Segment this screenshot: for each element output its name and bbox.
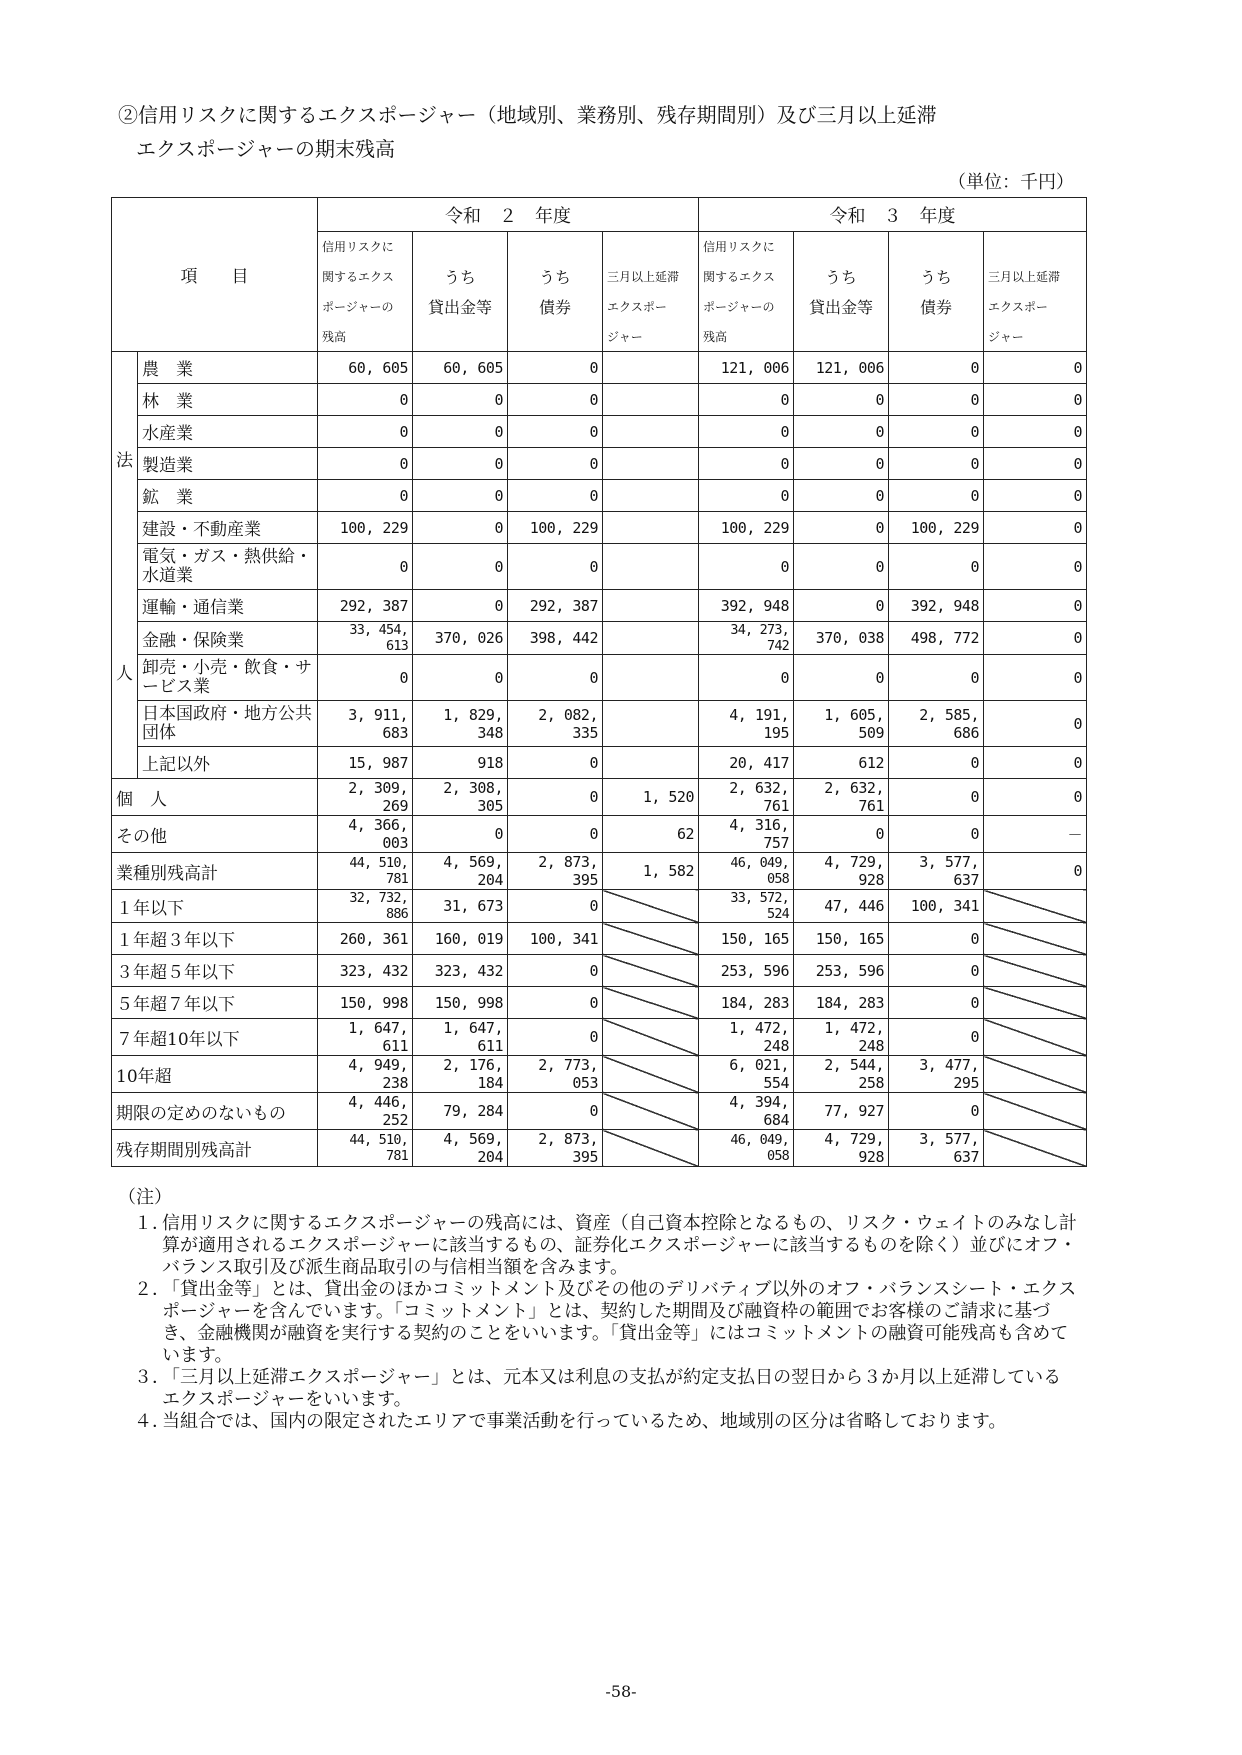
- value-cell: 33, 572, 524: [699, 890, 794, 923]
- industry-row: [112, 747, 1087, 779]
- value-cell: －: [984, 816, 1087, 853]
- header-cell: エクスポー: [603, 292, 699, 322]
- industry-row: [112, 655, 1087, 701]
- value-cell: 150, 165: [699, 923, 794, 955]
- value-cell: 34, 273, 742: [699, 622, 794, 655]
- value-cell: 2, 632, 761: [699, 779, 794, 816]
- header-cell: ポージャーの: [699, 292, 794, 322]
- row-label: 卸売・小売・飲食・サービス業: [138, 655, 318, 701]
- row-label: ５年超７年以下: [112, 987, 318, 1019]
- value-cell: 1, 647, 611: [413, 1019, 508, 1056]
- value-cell: 0: [984, 544, 1087, 590]
- period-row: [112, 1019, 1087, 1056]
- value-cell: 4, 446, 252: [318, 1093, 413, 1130]
- value-cell: 4, 569, 204: [413, 1130, 508, 1167]
- value-cell: 46, 049, 058: [699, 853, 794, 890]
- header-cell: [508, 322, 603, 352]
- value-cell: 0: [794, 448, 889, 480]
- period-row: [112, 955, 1087, 987]
- value-cell: 2, 308, 305: [413, 779, 508, 816]
- period-row: [112, 1093, 1087, 1130]
- note-number: １．: [134, 1213, 170, 1234]
- year-header-r3: 令和 ３ 年度: [699, 198, 1087, 232]
- period-row: [112, 1056, 1087, 1093]
- not-applicable-cell: [603, 1056, 699, 1093]
- value-cell: 121, 006: [699, 352, 794, 384]
- value-cell: 398, 442: [508, 622, 603, 655]
- value-cell: 0: [984, 352, 1087, 384]
- header-cell: 債券: [508, 292, 603, 322]
- value-cell: 0: [984, 701, 1087, 747]
- row-label: 農 業: [138, 352, 318, 384]
- industry-row: [112, 352, 1087, 384]
- value-cell: 0: [889, 352, 984, 384]
- header-cell: [889, 232, 984, 262]
- value-cell: 150, 998: [318, 987, 413, 1019]
- not-applicable-cell: [984, 1019, 1087, 1056]
- not-applicable-cell: [603, 1019, 699, 1056]
- value-cell: 2, 873, 395: [508, 853, 603, 890]
- value-cell: 0: [984, 853, 1087, 890]
- value-cell: 0: [794, 416, 889, 448]
- not-applicable-cell: [603, 1130, 699, 1167]
- header-cell: うち: [889, 262, 984, 292]
- value-cell: 0: [794, 655, 889, 701]
- header-cell: [603, 232, 699, 262]
- header-cell: ジャー: [984, 322, 1087, 352]
- value-cell: 0: [984, 747, 1087, 779]
- value-cell: 1, 605, 509: [794, 701, 889, 747]
- header-cell: [413, 232, 508, 262]
- not-applicable-cell: [984, 1056, 1087, 1093]
- not-applicable-cell: [984, 987, 1087, 1019]
- row-label: 上記以外: [138, 747, 318, 779]
- value-cell: 0: [413, 512, 508, 544]
- row-label: １年以下: [112, 890, 318, 923]
- row-label: 運輸・通信業: [138, 590, 318, 622]
- value-cell: 44, 510, 781: [318, 1130, 413, 1167]
- value-cell: 0: [413, 655, 508, 701]
- value-cell: 32, 732, 886: [318, 890, 413, 923]
- value-cell: 100, 229: [889, 512, 984, 544]
- value-cell: 100, 229: [699, 512, 794, 544]
- value-cell: 0: [984, 590, 1087, 622]
- value-cell: 0: [889, 480, 984, 512]
- value-cell: 370, 038: [794, 622, 889, 655]
- note-text: 「三月以上延滞エクスポージャー」とは、元本又は利息の支払が約定支払日の翌日から３か月以上延滞しているエクスポージャーをいいます。: [162, 1367, 1062, 1410]
- value-cell: 1, 582: [603, 853, 699, 890]
- value-cell: 2, 176, 184: [413, 1056, 508, 1093]
- header-cell: 貸出金等: [413, 292, 508, 322]
- value-cell: 3, 911, 683: [318, 701, 413, 747]
- value-cell: 0: [508, 816, 603, 853]
- value-cell: 0: [794, 816, 889, 853]
- corporate-group-label: [112, 352, 138, 779]
- header-cell: 残高: [699, 322, 794, 352]
- header-row-year: [112, 198, 1087, 232]
- unit-label: （単位：千円）: [948, 172, 1074, 193]
- value-cell: 184, 283: [794, 987, 889, 1019]
- row-label: 日本国政府・地方公共団体: [138, 701, 318, 747]
- value-cell: 0: [508, 1019, 603, 1056]
- value-cell: 20, 417: [699, 747, 794, 779]
- value-cell: 4, 949, 238: [318, 1056, 413, 1093]
- value-cell: 498, 772: [889, 622, 984, 655]
- note-text: 「貸出金等」とは、貸出金のほかコミットメント及びその他のデリバティブ以外のオフ・バランスシート・エクスポージャーを含んでいます。「コミットメント」とは、契約した期間及び融資枠の範囲でお客様のご請求に基づき、金融機関が融資を実行する契約のことをいいます。「貸出金等」にはコミットメントの融資可能残高も含めています。: [162, 1279, 1077, 1366]
- value-cell: 0: [889, 816, 984, 853]
- value-cell: 0: [508, 352, 603, 384]
- header-cell: [413, 322, 508, 352]
- not-applicable-cell: [603, 987, 699, 1019]
- industry-row: [112, 480, 1087, 512]
- header-cell: 関するエクス: [699, 262, 794, 292]
- value-cell: 1, 829, 348: [413, 701, 508, 747]
- period-row: [112, 1130, 1087, 1167]
- summary-row: [112, 853, 1087, 890]
- value-cell: 0: [318, 384, 413, 416]
- value-cell: 2, 632, 761: [794, 779, 889, 816]
- value-cell: 79, 284: [413, 1093, 508, 1130]
- value-cell: [603, 512, 699, 544]
- value-cell: [603, 448, 699, 480]
- note-text: 当組合では、国内の限定されたエリアで事業活動を行っているため、地域別の区分は省略しております。: [162, 1411, 1007, 1432]
- value-cell: 3, 477, 295: [889, 1056, 984, 1093]
- value-cell: 0: [699, 384, 794, 416]
- header-cell: うち: [508, 262, 603, 292]
- value-cell: 292, 387: [508, 590, 603, 622]
- value-cell: 0: [699, 480, 794, 512]
- not-applicable-cell: [984, 1130, 1087, 1167]
- value-cell: 0: [794, 544, 889, 590]
- value-cell: 4, 729, 928: [794, 1130, 889, 1167]
- value-cell: 60, 605: [413, 352, 508, 384]
- value-cell: 0: [413, 816, 508, 853]
- row-label: 電気・ガス・熱供給・水道業: [138, 544, 318, 590]
- not-applicable-cell: [984, 1093, 1087, 1130]
- not-applicable-cell: [603, 1093, 699, 1130]
- header-cell: 三月以上延滞: [984, 262, 1087, 292]
- value-cell: 2, 082, 335: [508, 701, 603, 747]
- value-cell: 47, 446: [794, 890, 889, 923]
- header-cell: エクスポー: [984, 292, 1087, 322]
- summary-row: [112, 816, 1087, 853]
- value-cell: 0: [984, 480, 1087, 512]
- value-cell: 0: [508, 655, 603, 701]
- header-cell: 関するエクス: [318, 262, 413, 292]
- value-cell: 0: [413, 416, 508, 448]
- note-item: [118, 1279, 1078, 1367]
- value-cell: 31, 673: [413, 890, 508, 923]
- period-row: [112, 923, 1087, 955]
- row-label: 金融・保険業: [138, 622, 318, 655]
- value-cell: 150, 998: [413, 987, 508, 1019]
- value-cell: 392, 948: [889, 590, 984, 622]
- header-cell: ポージャーの: [318, 292, 413, 322]
- value-cell: 77, 927: [794, 1093, 889, 1130]
- value-cell: 2, 309, 269: [318, 779, 413, 816]
- value-cell: 0: [889, 544, 984, 590]
- not-applicable-cell: [603, 955, 699, 987]
- industry-row: [112, 416, 1087, 448]
- header-cell: [794, 232, 889, 262]
- value-cell: 100, 341: [508, 923, 603, 955]
- value-cell: 100, 341: [889, 890, 984, 923]
- value-cell: 3, 577, 637: [889, 1130, 984, 1167]
- value-cell: 4, 394, 684: [699, 1093, 794, 1130]
- value-cell: 2, 585, 686: [889, 701, 984, 747]
- value-cell: 0: [508, 890, 603, 923]
- note-item: [118, 1411, 1078, 1433]
- value-cell: 2, 773, 053: [508, 1056, 603, 1093]
- value-cell: 121, 006: [794, 352, 889, 384]
- not-applicable-cell: [984, 923, 1087, 955]
- value-cell: 0: [318, 416, 413, 448]
- header-cell: うち: [794, 262, 889, 292]
- value-cell: 0: [984, 655, 1087, 701]
- value-cell: [603, 655, 699, 701]
- value-cell: [603, 352, 699, 384]
- value-cell: 0: [699, 544, 794, 590]
- value-cell: 6, 021, 554: [699, 1056, 794, 1093]
- row-label: １年超３年以下: [112, 923, 318, 955]
- summary-row: [112, 779, 1087, 816]
- value-cell: 150, 165: [794, 923, 889, 955]
- row-label: 林 業: [138, 384, 318, 416]
- value-cell: [603, 480, 699, 512]
- row-label: 個 人: [112, 779, 318, 816]
- value-cell: 0: [413, 384, 508, 416]
- value-cell: 0: [984, 416, 1087, 448]
- value-cell: 0: [508, 747, 603, 779]
- value-cell: 0: [508, 955, 603, 987]
- value-cell: 15, 987: [318, 747, 413, 779]
- value-cell: 184, 283: [699, 987, 794, 1019]
- value-cell: 0: [318, 655, 413, 701]
- industry-row: [112, 448, 1087, 480]
- row-label: 残存期間別残高計: [112, 1130, 318, 1167]
- not-applicable-cell: [603, 923, 699, 955]
- period-row: [112, 987, 1087, 1019]
- industry-row: [112, 384, 1087, 416]
- row-label: その他: [112, 816, 318, 853]
- value-cell: 0: [889, 987, 984, 1019]
- header-cell: [984, 232, 1087, 262]
- value-cell: 0: [508, 987, 603, 1019]
- value-cell: 0: [794, 384, 889, 416]
- value-cell: 44, 510, 781: [318, 853, 413, 890]
- row-label: 水産業: [138, 416, 318, 448]
- industry-row: [112, 701, 1087, 747]
- note-number: ２．: [134, 1279, 170, 1300]
- value-cell: 0: [413, 544, 508, 590]
- notes: [118, 1187, 1078, 1433]
- header-cell: [794, 322, 889, 352]
- row-label: 製造業: [138, 448, 318, 480]
- value-cell: 2, 873, 395: [508, 1130, 603, 1167]
- corp-char-2: 人: [116, 664, 133, 684]
- year-header-r2: 令和 ２ 年度: [318, 198, 699, 232]
- value-cell: 0: [318, 544, 413, 590]
- row-label: 期限の定めのないもの: [112, 1093, 318, 1130]
- industry-row: [112, 512, 1087, 544]
- value-cell: 0: [699, 416, 794, 448]
- value-cell: 0: [508, 480, 603, 512]
- value-cell: 0: [889, 655, 984, 701]
- value-cell: 100, 229: [508, 512, 603, 544]
- value-cell: 1, 647, 611: [318, 1019, 413, 1056]
- value-cell: 323, 432: [413, 955, 508, 987]
- value-cell: 33, 454, 613: [318, 622, 413, 655]
- value-cell: 1, 472, 248: [794, 1019, 889, 1056]
- note-text: 信用リスクに関するエクスポージャーの残高には、資産（自己資本控除となるもの、リスク・ウェイトのみなし計算が適用されるエクスポージャーに該当するもの、証券化エクスポージャーに該当するものを除く）並びにオフ・バランス取引及び派生商品取引の与信相当額を含みます。: [162, 1213, 1077, 1278]
- value-cell: 918: [413, 747, 508, 779]
- value-cell: 612: [794, 747, 889, 779]
- note-item: [118, 1367, 1078, 1411]
- value-cell: 0: [318, 448, 413, 480]
- header-cell: [889, 322, 984, 352]
- value-cell: 292, 387: [318, 590, 413, 622]
- exposure-table: [111, 197, 1087, 1167]
- value-cell: [603, 544, 699, 590]
- industry-row: [112, 590, 1087, 622]
- value-cell: 46, 049, 058: [699, 1130, 794, 1167]
- value-cell: 0: [889, 448, 984, 480]
- value-cell: 4, 366, 003: [318, 816, 413, 853]
- value-cell: [603, 701, 699, 747]
- header-cell: 三月以上延滞: [603, 262, 699, 292]
- section-title: [118, 98, 937, 166]
- row-label: 業種別残高計: [112, 853, 318, 890]
- not-applicable-cell: [984, 955, 1087, 987]
- value-cell: 0: [508, 779, 603, 816]
- row-label: 鉱 業: [138, 480, 318, 512]
- not-applicable-cell: [603, 890, 699, 923]
- row-label: 10年超: [112, 1056, 318, 1093]
- value-cell: 0: [889, 779, 984, 816]
- value-cell: 0: [794, 512, 889, 544]
- value-cell: 0: [984, 448, 1087, 480]
- value-cell: 323, 432: [318, 955, 413, 987]
- header-cell: ジャー: [603, 322, 699, 352]
- item-header: 項 目: [112, 198, 318, 352]
- value-cell: 4, 569, 204: [413, 853, 508, 890]
- value-cell: 62: [603, 816, 699, 853]
- value-cell: [603, 747, 699, 779]
- value-cell: [603, 590, 699, 622]
- value-cell: 0: [984, 384, 1087, 416]
- value-cell: 0: [508, 384, 603, 416]
- value-cell: 0: [984, 622, 1087, 655]
- value-cell: [603, 416, 699, 448]
- header-cell: [508, 232, 603, 262]
- value-cell: 0: [794, 590, 889, 622]
- value-cell: 100, 229: [318, 512, 413, 544]
- value-cell: 0: [889, 955, 984, 987]
- industry-row: [112, 622, 1087, 655]
- value-cell: 260, 361: [318, 923, 413, 955]
- value-cell: 0: [413, 448, 508, 480]
- value-cell: 0: [508, 416, 603, 448]
- header-cell: 信用リスクに: [318, 232, 413, 262]
- value-cell: 0: [699, 655, 794, 701]
- not-applicable-cell: [984, 890, 1087, 923]
- value-cell: 392, 948: [699, 590, 794, 622]
- industry-row: [112, 544, 1087, 590]
- value-cell: [603, 622, 699, 655]
- note-item: [118, 1213, 1078, 1279]
- value-cell: 0: [889, 416, 984, 448]
- header-cell: 残高: [318, 322, 413, 352]
- header-cell: 貸出金等: [794, 292, 889, 322]
- header-cell: うち: [413, 262, 508, 292]
- title-line-2: エクスポージャーの期末残高: [136, 137, 395, 161]
- value-cell: 0: [508, 544, 603, 590]
- note-number: ４．: [134, 1411, 170, 1432]
- value-cell: 0: [318, 480, 413, 512]
- note-number: ３．: [134, 1367, 170, 1388]
- value-cell: 4, 729, 928: [794, 853, 889, 890]
- value-cell: 253, 596: [794, 955, 889, 987]
- value-cell: 0: [889, 923, 984, 955]
- title-line-1: ②信用リスクに関するエクスポージャー（地域別、業務別、残存期間別）及び三月以上延滞: [118, 103, 937, 127]
- value-cell: 0: [699, 448, 794, 480]
- header-cell: 信用リスクに: [699, 232, 794, 262]
- row-label: ７年超10年以下: [112, 1019, 318, 1056]
- header-cell: 債券: [889, 292, 984, 322]
- value-cell: 4, 316, 757: [699, 816, 794, 853]
- value-cell: 253, 596: [699, 955, 794, 987]
- value-cell: 0: [413, 480, 508, 512]
- corp-char-1: 法: [116, 451, 133, 471]
- value-cell: 3, 577, 637: [889, 853, 984, 890]
- value-cell: 160, 019: [413, 923, 508, 955]
- value-cell: 0: [413, 590, 508, 622]
- period-row: [112, 890, 1087, 923]
- value-cell: 0: [794, 480, 889, 512]
- value-cell: 4, 191, 195: [699, 701, 794, 747]
- value-cell: [603, 384, 699, 416]
- value-cell: 0: [984, 779, 1087, 816]
- value-cell: 0: [508, 448, 603, 480]
- value-cell: 0: [889, 747, 984, 779]
- value-cell: 0: [889, 1093, 984, 1130]
- value-cell: 0: [889, 384, 984, 416]
- value-cell: 2, 544, 258: [794, 1056, 889, 1093]
- value-cell: 1, 472, 248: [699, 1019, 794, 1056]
- value-cell: 0: [508, 1093, 603, 1130]
- value-cell: 1, 520: [603, 779, 699, 816]
- value-cell: 370, 026: [413, 622, 508, 655]
- row-label: ３年超５年以下: [112, 955, 318, 987]
- value-cell: 0: [984, 512, 1087, 544]
- page-number: -58-: [605, 1682, 637, 1701]
- value-cell: 0: [889, 1019, 984, 1056]
- value-cell: 60, 605: [318, 352, 413, 384]
- notes-heading: （注）: [118, 1187, 172, 1208]
- row-label: 建設・不動産業: [138, 512, 318, 544]
